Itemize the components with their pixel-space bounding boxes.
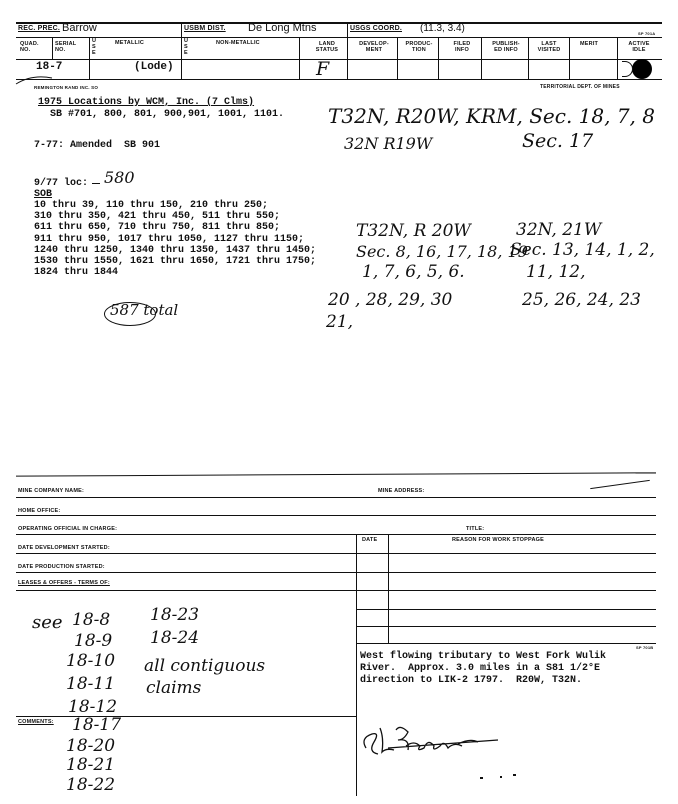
land-status-value: F [316,58,330,80]
date-col-label: DATE [362,537,378,543]
printer-line: REMINGTON RAND INC. SO [34,85,99,90]
title-label: TITLE: [466,526,485,532]
merit-label: MERIT [580,41,599,47]
serial-no-label: SERIAL NO. [55,41,77,53]
mine-company-label: MINE COMPANY NAME: [18,488,85,494]
hw-note-contiguous: all contiguous [144,656,266,676]
use-letters-right: U S E [184,38,189,56]
scan-speck [480,777,483,779]
hw-section: 18-21 [66,755,116,775]
comments-label: COMMENTS: [18,719,54,725]
form-code-top: SP 701A [638,31,656,36]
claims-line: 1240 thru 1250, 1340 thru 1350, 1437 thru 1450; [34,245,317,256]
hw-right-secs3: 25, 26, 24, 23 [522,290,641,310]
quad-serial-value: 18-7 [36,61,63,73]
usgs-coord-value: (11.3, 3.4) [420,23,465,34]
scan-speck [513,774,516,776]
production-label: PRODUC- TION [405,41,433,53]
hw-section: 18-22 [66,775,116,795]
hw-section: 18-20 [66,736,116,756]
hw-mid-secs4: 21, [326,312,354,332]
hw-section: 18-12 [68,697,118,717]
description-line: River. Approx. 3.0 miles in a S81 1/2°E [360,663,601,674]
use-letters-left: U S E [92,38,97,56]
description-line: West flowing tributary to West Fork Wulik [360,651,607,662]
idle-half-circle-icon [622,61,633,77]
amended-line: 7-77: Amended SB 901 [34,140,161,151]
claims-line: 1530 thru 1550, 1621 thru 1650, 1721 thru 1750; [34,256,317,267]
hw-section: 18-8 [72,610,111,630]
nonmetallic-label: NON-METALLIC [216,40,260,46]
operating-official-label: OPERATING OFFICIAL IN CHARGE: [18,526,118,532]
loc-977-dash [92,183,100,184]
hw-section: 18-9 [74,631,113,651]
total-note: 587 total [110,301,179,319]
reason-label: REASON FOR WORK STOPPAGE [452,537,544,543]
land-status-label: LAND STATUS [315,41,339,53]
loc-977-count: 580 [104,168,135,187]
hw-note-claims: claims [146,678,202,698]
rec-prec-label: REC. PREC. [18,25,61,32]
hw-section: 18-17 [72,715,122,735]
active-idle-label: ACTIVE IDLE [628,41,650,53]
published-info-label: PUBLISH- ED INFO [492,41,520,53]
date-prod-label: DATE PRODUCTION STARTED: [18,564,105,570]
home-office-label: HOME OFFICE: [18,508,61,514]
active-dot-icon [632,59,652,79]
hw-mid-secs3: 20 , 28, 29, 30 [328,290,453,310]
hw-32n-r19w: 32N R19W [344,134,433,153]
form-code-mid: SP 701B [636,645,654,650]
hw-mid-secs: Sec. 8, 16, 17, 18, 19 [356,242,528,261]
hw-mid-secs2: 1, 7, 6, 5, 6. [362,262,465,282]
leases-label: LEASES & OFFERS - TERMS OF: [18,580,110,586]
locations-1975-title: 1975 Locations by WCM, Inc. (7 Clms) [38,97,255,108]
hw-section: 18-24 [150,628,200,648]
left-swoosh-mark [14,72,54,86]
territorial-label: TERRITORIAL DEPT. OF MINES [540,84,620,90]
claims-line: 310 thru 350, 421 thru 450, 511 thru 550; [34,211,281,222]
hw-right-twp: 32N, 21W [516,220,602,240]
claims-line: 611 thru 650, 710 thru 750, 811 thru 850; [34,222,281,233]
hw-section: 18-23 [150,605,200,625]
hw-section: 18-11 [66,674,116,694]
hw-t32n-r20w: T32N, R20W, KRM, Sec. 18, 7, 8 [328,104,655,128]
description-line: direction to LIK-2 1797. R20W, T32N. [360,675,583,686]
metallic-label: METALLIC [115,40,144,46]
claims-line: 911 thru 950, 1017 thru 1050, 1127 thru 1150; [34,234,305,245]
sb-claims-line: SB #701, 800, 801, 900,901, 1001, 1101. [50,109,285,120]
filed-info-label: FILED INFO [453,41,471,53]
loc-977-prefix: 9/77 loc: [34,178,89,189]
rec-prec-value: Barrow [62,22,97,34]
metallic-value: (Lode) [134,61,174,73]
usgs-coord-label: USGS COORD. [350,25,402,32]
scan-speck [500,776,502,778]
develop-label: DEVELOP- MENT [359,41,389,53]
usbm-dist-label: USBM DIST. [184,25,226,32]
signature-image [358,718,508,764]
hw-sec17: Sec. 17 [522,130,594,152]
date-dev-label: DATE DEVELOPMENT STARTED: [18,545,110,551]
hw-mid-twp: T32N, R 20W [356,221,471,241]
mine-address-label: MINE ADDRESS: [378,488,425,494]
last-visited-label: LAST VISITED [537,41,561,53]
hw-see: see [32,612,63,633]
usbm-dist-value: De Long Mtns [248,22,317,34]
sob-label: SOB [34,189,53,200]
hw-section: 18-10 [66,651,116,671]
claims-line: 10 thru 39, 110 thru 150, 210 thru 250; [34,200,269,211]
claims-line: 1824 thru 1844 [34,267,119,278]
hw-right-secs2: 11, 12, [526,262,586,282]
quad-no-label: QUAD. NO. [20,41,39,53]
hw-right-secs: Sec. 13, 14, 1, 2, [510,240,655,260]
